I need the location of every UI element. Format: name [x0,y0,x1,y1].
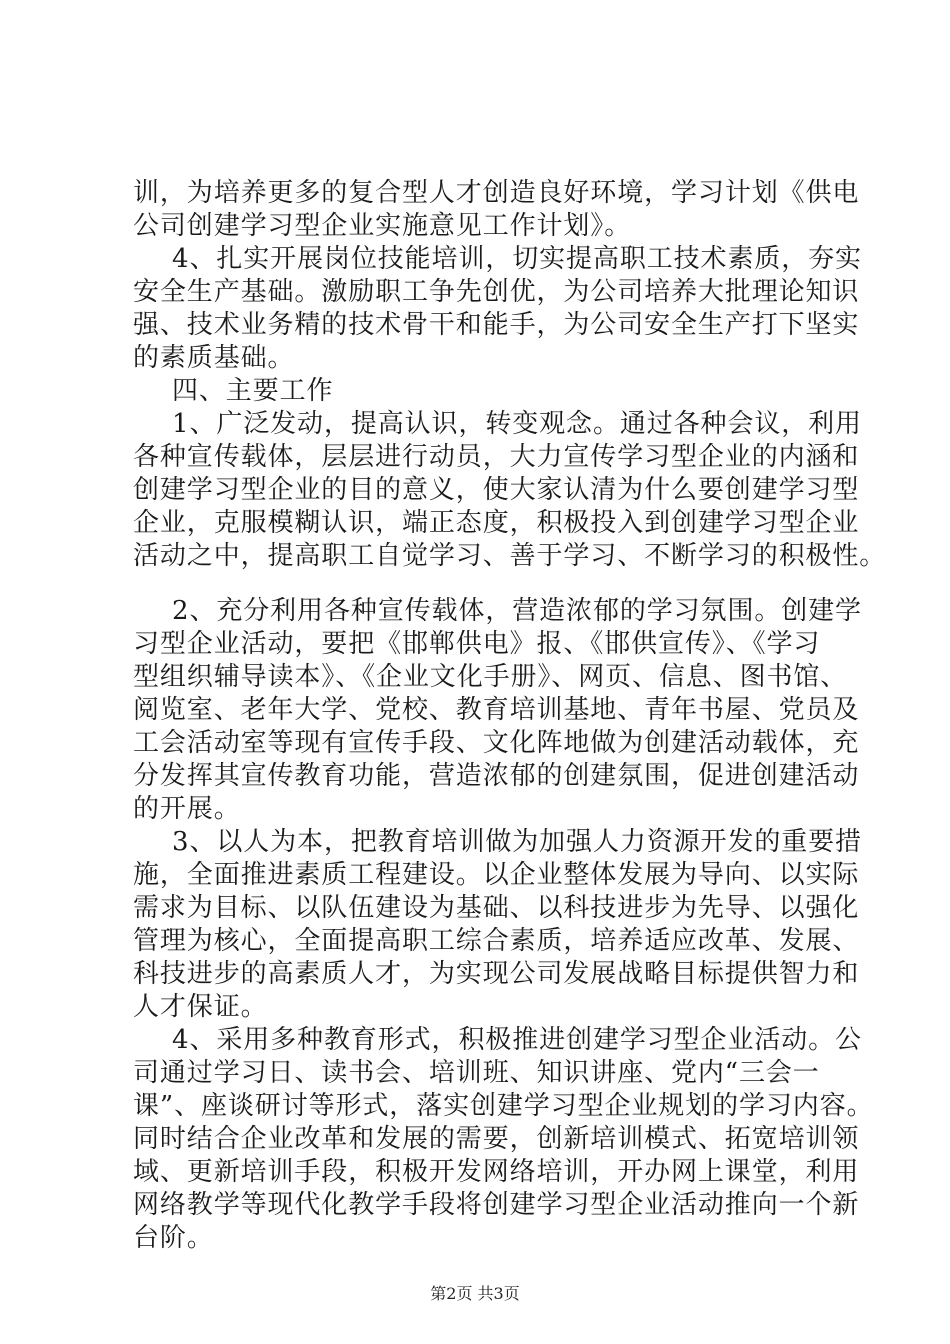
text-line: 4、采用多种教育形式，积极推进创建学习型企业活动。公 [172,1025,862,1055]
text-line: 人才保证。 [133,992,268,1022]
text-line: 1、广泛发动，提高认识，转变观念。通过各种会议，利用 [172,409,862,439]
text-line: 创建学习型企业的目的意义，使大家认清为什么要创建学习型 [133,475,860,505]
text-line: 2、充分利用各种宣传载体，营造浓郁的学习氛围。创建学 [172,596,862,626]
text-line: 司通过学习日、读书会、培训班、知识讲座、党内“三会一 [133,1058,820,1088]
text-line: 的素质基础。 [133,343,295,373]
text-line: 活动之中，提高职工自觉学习、善于学习、不断学习的积极性。 [133,541,887,571]
text-line: 域、更新培训手段，积极开发网络培训，开办网上课堂，利用 [133,1157,860,1187]
text-line: 的开展。 [133,794,241,824]
text-line: 习型企业活动，要把《邯郸供电》报、《邯供宣传》、《学习 [133,629,821,659]
text-line: 科技进步的高素质人才，为实现公司发展战略目标提供智力和 [133,959,860,989]
text-line: 施，全面推进素质工程建设。以企业整体发展为导向、以实际 [133,860,860,890]
text-line: 阅览室、老年大学、党校、教育培训基地、青年书屋、党员及 [133,695,860,725]
text-line: 安全生产基础。激励职工争先创优，为公司培养大批理论知识 [133,277,860,307]
text-line: 同时结合企业改革和发展的需要，创新培训模式、拓宽培训领 [133,1124,860,1154]
text-line: 企业，克服模糊认识，端正态度，积极投入到创建学习型企业 [133,508,860,538]
page-number: 第2页 共3页 [430,1284,520,1303]
text-line: 需求为目标、以队伍建设为基础、以科技进步为先导、以强化 [133,893,860,923]
text-line: 4、扎实开展岗位技能培训，切实提高职工技术素质，夯实 [172,244,862,274]
text-line: 台阶。 [133,1223,214,1253]
text-line: 管理为核心，全面提高职工综合素质，培养适应改革、发展、 [133,926,860,956]
text-line: 分发挥其宣传教育功能，营造浓郁的创建氛围，促进创建活动 [133,761,860,791]
text-line: 训，为培养更多的复合型人才创造良好环境，学习计划《供电 [133,178,860,208]
text-line: 工会活动室等现有宣传手段、文化阵地做为创建活动载体，充 [133,728,860,758]
text-line: 课”、座谈研讨等形式，落实创建学习型企业规划的学习内容。 [133,1091,874,1121]
text-line: 网络教学等现代化教学手段将创建学习型企业活动推向一个新 [133,1190,860,1220]
text-line: 3、以人为本，把教育培训做为加强人力资源开发的重要措 [172,827,862,857]
text-line: 各种宣传载体，层层进行动员，大力宣传学习型企业的内涵和 [133,442,860,472]
text-line: 型组织辅导读本》、《企业文化手册》、网页、信息、图书馆、 [133,662,848,692]
text-line: 强、技术业务精的技术骨干和能手，为公司安全生产打下坚实 [133,310,860,340]
section-heading: 四、主要工作 [172,376,334,406]
text-line: 公司创建学习型企业实施意见工作计划》。 [133,211,632,241]
